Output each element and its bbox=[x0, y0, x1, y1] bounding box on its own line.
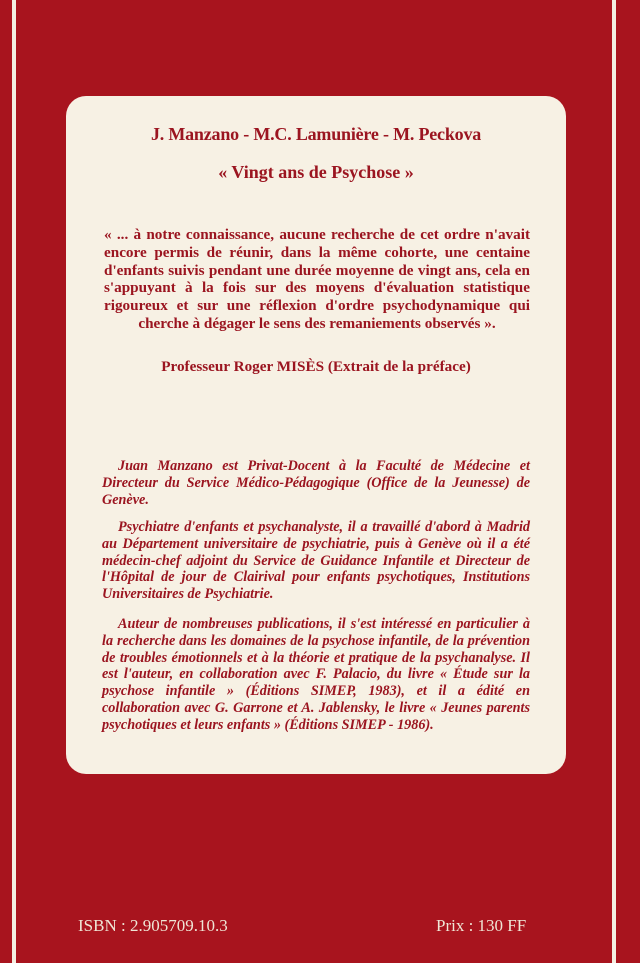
authors: J. Manzano - M.C. Lamunière - M. Peckova bbox=[150, 124, 482, 144]
price: Prix : 130 FF bbox=[436, 916, 527, 935]
text-panel bbox=[66, 96, 566, 774]
author-bio-paragraph: Psychiatre d'enfants et psychanalyste, il a travaillé d'abord à Madrid au Département universitaire de psychiatrie, puis à Genève où il a été médecin-chef adjoint du Service de Guidance Infantile et Directeur de l'Hôpital de jour de Clairival pour enfants psychotiques, Institutions Universitaires de Psychiatrie. bbox=[102, 519, 530, 603]
isbn: ISBN : 2.905709.10.3 bbox=[78, 916, 228, 935]
book-title: « Vingt ans de Psychose » bbox=[218, 162, 414, 182]
author-bio-paragraph: Juan Manzano est Privat-Docent à la Faculté de Médecine et Directeur du Service Médico-Pédagogique (Office de la Jeunesse) de Genève. bbox=[102, 458, 530, 508]
left-border-line bbox=[12, 0, 16, 963]
preface-quote: « ... à notre connaissance, aucune recherche de cet ordre n'avait encore permis de réunir, dans la même cohorte, une centaine d'enfants suivis pendant une durée moyenne de vingt ans, cela en s'appuyant à la fois sur des moyens d'évaluation statistique rigoureux et sur une réflexion d'ordre psychodynamique qui cherche à dégager le sens des remaniements observés ». bbox=[104, 226, 530, 332]
author-bio-paragraph: Auteur de nombreuses publications, il s'est intéressé en particulier à la recherche dans les domaines de la psychose infantile, de la prévention de troubles émotionnels et à la théorie et pratique de la psychanalyse. Il est l'auteur, en collaboration avec F. Palacio, du livre « Étude sur la psychose infantile » (Éditions SIMEP, 1983), et il a édité en collaboration avec G. Garrone et A. Jablensky, le livre « Jeunes parents psychotiques et leurs enfants » (Éditions SIMEP - 1986). bbox=[102, 616, 530, 733]
right-border-line bbox=[612, 0, 616, 963]
quote-attribution: Professeur Roger MISÈS (Extrait de la préface) bbox=[161, 358, 471, 375]
